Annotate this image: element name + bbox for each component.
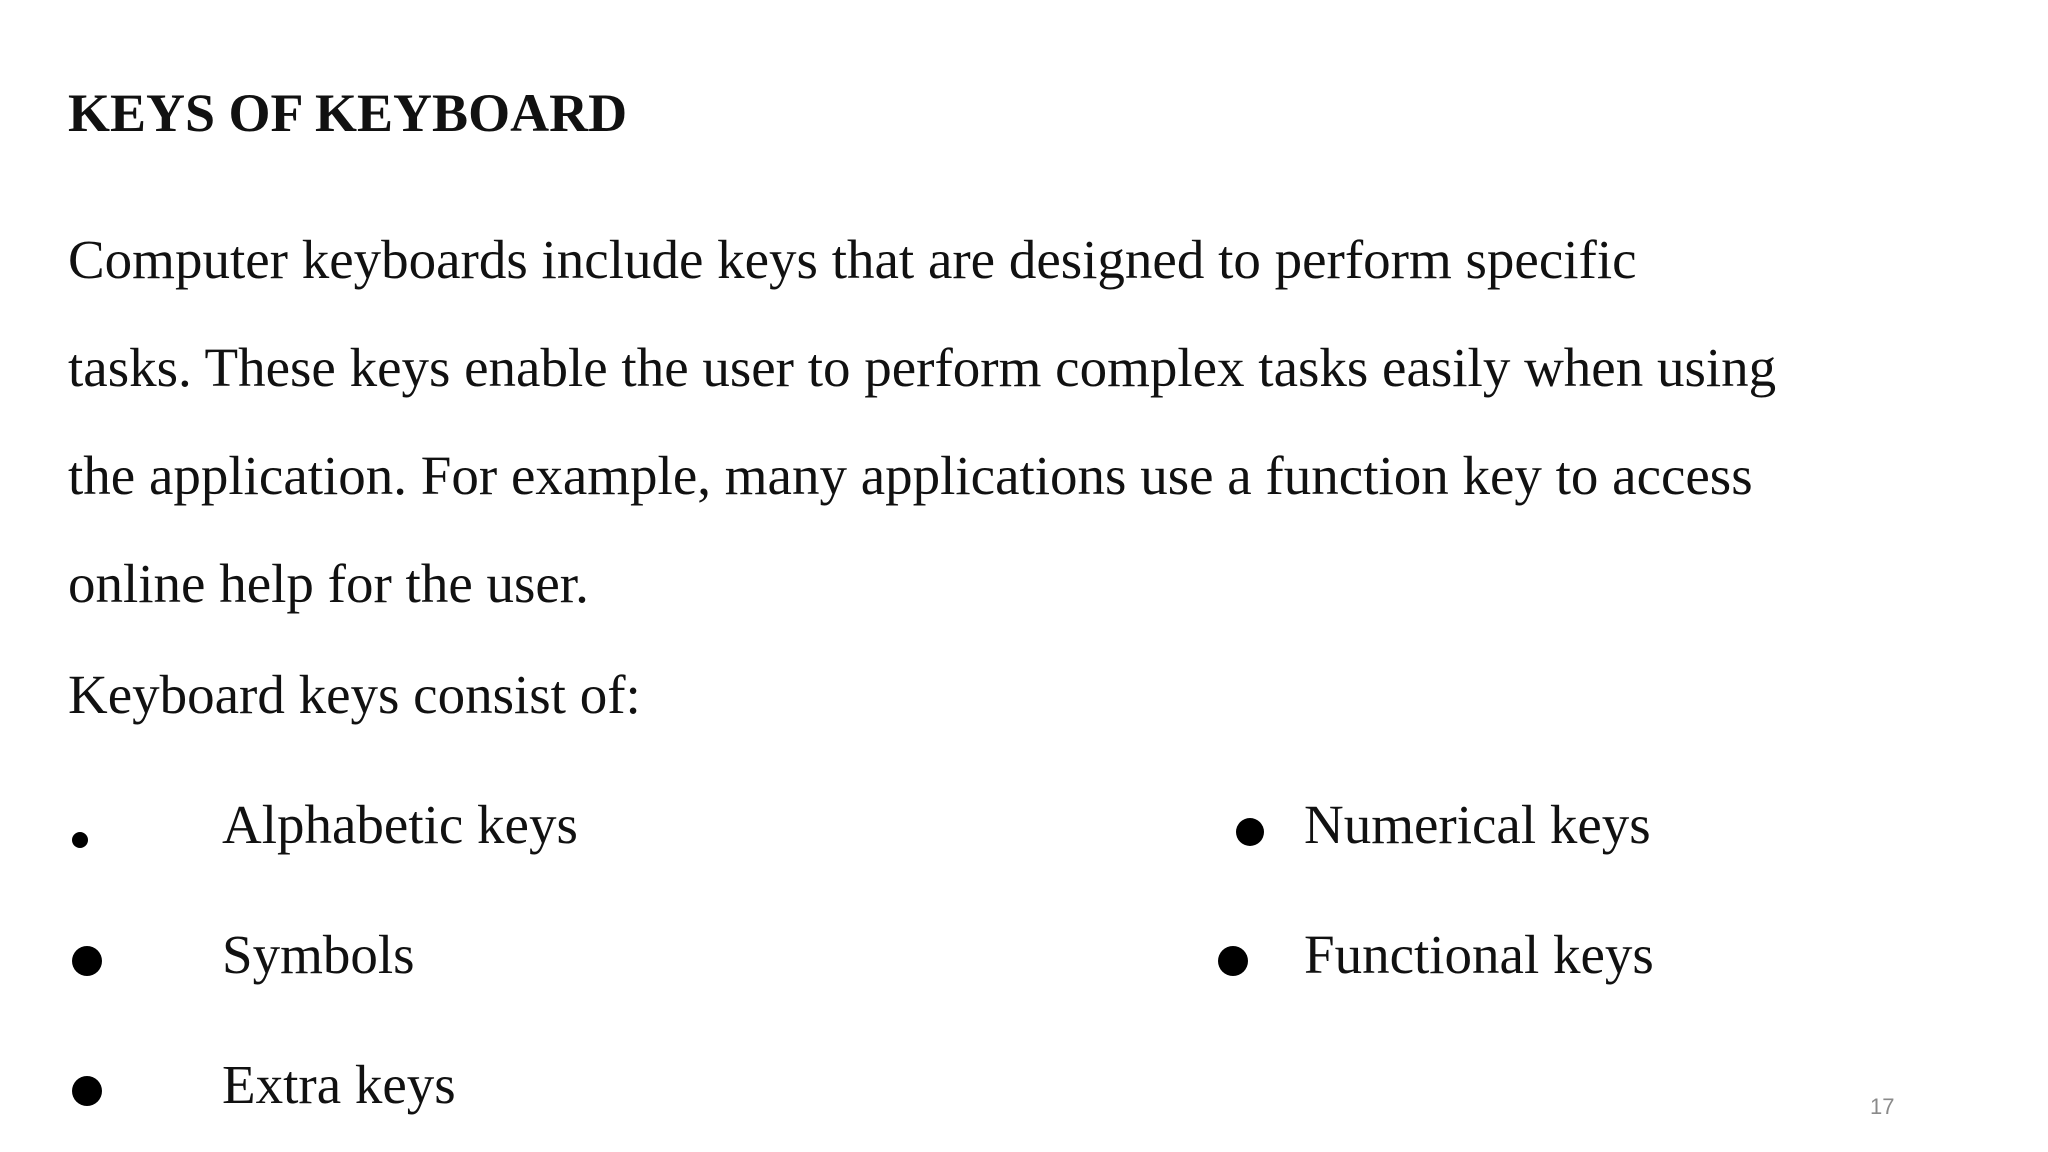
list-item-numerical-keys: Numerical keys [1304,794,1651,855]
slide-title: KEYS OF KEYBOARD [68,83,628,143]
page-number: 17 [1870,1094,1895,1119]
list-item-symbols: Symbols [222,924,415,985]
list-item-functional-keys: Functional keys [1304,924,1654,985]
paragraph-line: tasks. These keys enable the user to perform complex tasks easily when using [68,337,1777,398]
list-intro: Keyboard keys consist of: [68,664,641,725]
bullet-icon [72,832,88,848]
body-paragraph [68,206,1968,638]
paragraph-line: the application. For example, many applications use a function key to access [68,445,1753,506]
bullet-icon [72,946,102,976]
list-item-extra-keys: Extra keys [222,1054,456,1115]
bullet-icon [1218,946,1248,976]
paragraph-line: online help for the user. [68,553,589,614]
bullet-icon [1236,818,1264,846]
list-item-alphabetic-keys: Alphabetic keys [222,794,578,855]
paragraph-line: Computer keyboards include keys that are designed to perform specific [68,229,1637,290]
bullet-icon [72,1076,102,1106]
